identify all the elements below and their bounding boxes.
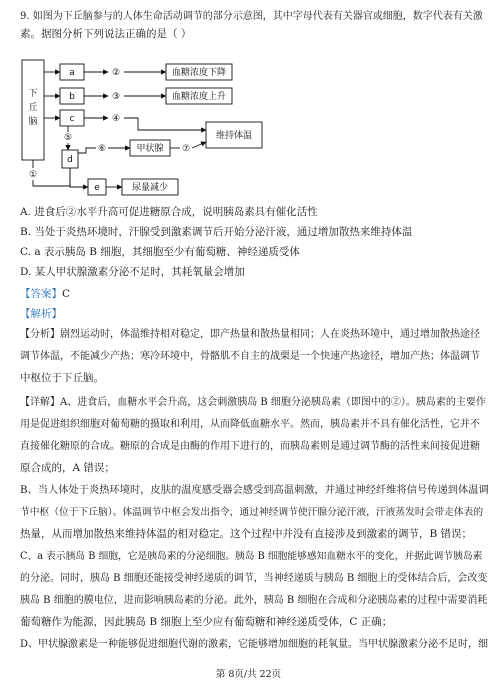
detail-d-line-1: D、甲状腺激素是一种能够促进细胞代谢的激素，它能够增加细胞的耗氧量。当甲状腺激素分泌不足时，细 [20,639,489,650]
box-c-label: c [69,114,75,124]
detail-c-line-3: 胰岛 B 细胞的膜电位，进而影响胰岛素的分泌。此外，胰岛 B 细胞在合成和分泌胰岛素的过程中需要消耗 [20,595,488,606]
fenxi-line-1 [20,328,480,341]
fenxi-line-2: 调节体温，不能减少产热；寒冷环境中，骨骼肌不自主的战栗是一个快速产热途径，增加产热；体温调节 [20,351,480,362]
option-d: D. 某人甲状腺激素分泌不足时，其耗氧量会增加 [20,266,245,278]
thyroid-label: 甲状腺 [136,144,164,154]
question-stem-line1: 9. 如图为下丘脑参与的人体生命活动调节的部分示意图，其中字母代表有关器官或细胞，数字代表有关激 [20,11,483,22]
label-3: ③ [111,92,121,102]
detail-a-line-3: 直接催化糖原的合成。糖原的合成是由酶的作用下进行的，而胰岛素则是通过调节酶的活性来间接促进糖 [20,441,480,452]
label-6: ⑥ [97,144,107,154]
box-d-label: d [67,155,73,165]
option-a: A. 进食后②水平升高可促进糖原合成，说明胰岛素具有催化活性 [20,206,318,218]
label-1: ① [28,170,38,180]
option-c: C. a 表示胰岛 B 细胞，其细胞至少有葡萄糖、神经递质受体 [20,246,300,258]
fenxi-line-3: 中枢位于下丘脑。 [20,372,104,384]
hypothalamus-char-1: 下 [28,89,38,99]
box-a-label: a [69,68,75,78]
detail-c-line-2: 的分泌。同时，胰岛 B 细胞还能接受神经递质的调节，当神经递质与胰岛 B 细胞上的受体结合后，会改变 [20,573,488,584]
analysis-label: 【解析】 [20,308,62,320]
analysis-label-line [20,308,62,321]
regulation-diagram [18,56,278,202]
fenxi-label: 【分析】 [20,329,60,340]
page-footer: 第 8页/共 22页 [215,669,282,680]
detail-a-line-1 [20,396,486,409]
label-5: ⑤ [63,133,73,143]
box-e-label: e [94,183,100,193]
detail-c-line-1: C、a 表示胰岛 B 细胞，它是胰岛素的分泌细胞。胰岛 B 细胞能够感知血糖水平的变化，并据此调节胰岛素 [20,551,483,562]
hypothalamus-char-2: 丘 [28,103,38,113]
answer-line [20,288,70,301]
label-2: ② [111,68,121,78]
glucose-up-label: 血糖浓度上升 [171,92,227,102]
answer-value: C [62,288,71,300]
label-7: ⑦ [181,144,191,154]
hypothalamus-char-3: 脑 [28,117,38,127]
detail-b-line-3: 热量，从而增加散热来维持体温的相对稳定。这个过程中并没有直接涉及到激素的调节，B 错误； [20,528,473,540]
detail-b-line-1: B、当人体处于炎热环境时，皮肤的温度感受器会感受到高温刺激，并通过神经纤维将信号传递到体温调 [20,484,489,496]
answer-label: 【答案】 [20,288,62,300]
detail-a-text-1: A、进食后，血糖水平会升高，这会刺激胰岛 B 细胞分泌胰岛素（即图中的②）。胰岛素的主要作 [60,397,486,408]
detail-a-line-4: 原合成的，A 错误； [20,462,115,474]
detail-label: 【详解】 [20,397,60,408]
glucose-down-label: 血糖浓度下降 [171,68,227,78]
body-temp-label: 维持体温 [215,131,253,141]
detail-b-line-2: 节中枢（位于下丘脑）。体温调节中枢会发出指令，通过神经调节使汗腺分泌汗液，汗液蒸发时会带走体表的 [20,507,484,518]
option-b: B. 当处于炎热环境时，汗腺受到激素调节后开始分泌汗液，通过增加散热来维持体温 [20,226,413,238]
box-b-label: b [69,92,75,102]
detail-c-line-4: 葡萄糖作为能源，因此胰岛 B 细胞上至少应有葡萄糖和神经递质受体，C 正确； [20,616,393,628]
label-4: ④ [111,114,121,124]
detail-a-line-2: 用是促进组织细胞对葡萄糖的摄取和利用，从而降低血糖水平。然而，胰岛素并不具有催化活性，它并不 [20,419,480,430]
urine-label: 尿量减少 [131,183,169,193]
question-stem-line2: 素。据图分析下列说法正确的是（ ） [20,28,192,40]
fenxi-text-1: 剧烈运动时，体温维持相对稳定，即产热量和散热量相同；人在炎热环境中，通过增加散热途径 [60,329,480,340]
